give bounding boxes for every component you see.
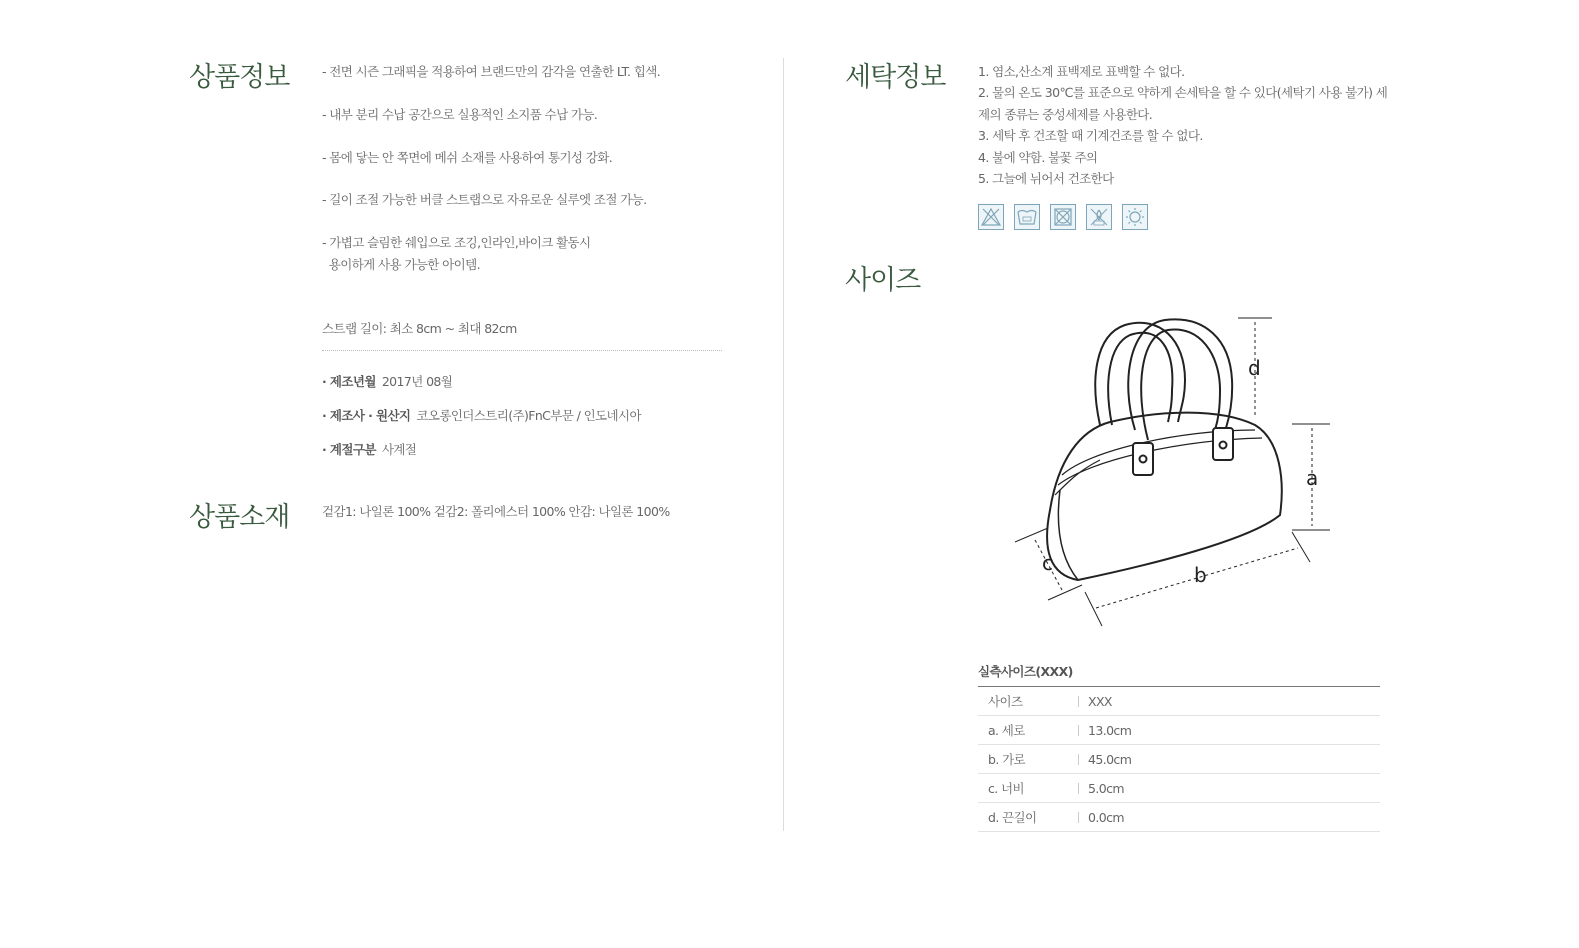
meta-key: · 제조년월: [322, 374, 376, 389]
product-bullet-1: - 전면 시즌 그래픽을 적용하여 브랜드만의 감각을 연출한 LT. 힙색.: [322, 64, 661, 79]
size-table-title: 실측사이즈(XXX): [978, 664, 1073, 679]
meta-season: [322, 440, 416, 458]
row-value: 5.0cm: [1078, 774, 1380, 803]
row-label: c. 너비: [978, 774, 1078, 803]
meta-key: · 계절구분: [322, 442, 376, 457]
product-bullet-4: - 길이 조절 가능한 버클 스트랩으로 자유로운 실루엣 조절 가능.: [322, 192, 647, 207]
wash-icons: [978, 204, 1148, 230]
meta-value: 2017년 08월: [381, 374, 453, 389]
meta-manufacture-date: [322, 372, 452, 390]
meta-value: 사계절: [381, 442, 417, 457]
table-row: [978, 745, 1380, 774]
row-label: a. 세로: [978, 716, 1078, 745]
product-info-heading: 상품정보: [189, 62, 290, 93]
material-text: 겉감1: 나일론 100% 겉감2: 폴리에스터 100% 안감: 나일론 100%: [322, 504, 670, 519]
product-bullet-3: - 몸에 닿는 안 쪽면에 메쉬 소재를 사용하여 통기성 강화.: [322, 150, 613, 165]
table-row: [978, 803, 1380, 832]
flammable-warning-icon: [1086, 204, 1112, 230]
meta-key: · 제조사 · 원산지: [322, 408, 411, 423]
bag-outline: [1047, 319, 1282, 580]
wash-line-5: 4. 불에 약함. 불꽃 주의: [978, 150, 1098, 165]
label-d: d: [1248, 356, 1261, 380]
dotted-divider: [322, 350, 722, 351]
meta-manufacturer: [322, 406, 641, 424]
table-row: [978, 687, 1380, 716]
row-label: 사이즈: [978, 687, 1078, 716]
no-tumble-dry-icon: [1050, 204, 1076, 230]
label-c: c: [1042, 551, 1053, 575]
wash-line-1: 1. 염소,산소계 표백제로 표백할 수 없다.: [978, 64, 1185, 79]
product-bullet-2: - 내부 분리 수납 공간으로 실용적인 소지품 수납 가능.: [322, 107, 598, 122]
label-a: a: [1306, 466, 1319, 490]
size-heading: 사이즈: [845, 265, 921, 296]
wash-info-heading: 세탁정보: [845, 62, 946, 93]
table-row: [978, 716, 1380, 745]
wash-line-3: 제의 종류는 중성세제를 사용한다.: [978, 107, 1153, 122]
row-value: XXX: [1078, 687, 1380, 716]
strap-length: 스트랩 길이: 최소 8cm ~ 최대 82cm: [322, 321, 517, 336]
row-label: b. 가로: [978, 745, 1078, 774]
wash-line-4: 3. 세탁 후 건조할 때 기계건조를 할 수 없다.: [978, 128, 1203, 143]
hand-wash-30-icon: [1014, 204, 1040, 230]
dry-in-shade-icon: [1122, 204, 1148, 230]
label-b: b: [1194, 563, 1207, 587]
row-value: 45.0cm: [1078, 745, 1380, 774]
column-divider: [783, 58, 784, 831]
wash-line-2: 2. 물의 온도 30℃를 표준으로 약하게 손세탁을 할 수 있다(세탁기 사용 불가) 세: [978, 85, 1388, 100]
row-value: 13.0cm: [1078, 716, 1380, 745]
table-row: [978, 774, 1380, 803]
row-label: d. 끈길이: [978, 803, 1078, 832]
bag-size-diagram: [1000, 300, 1340, 630]
meta-value: 코오롱인더스트리(주)FnC부문 / 인도네시아: [416, 408, 641, 423]
no-bleach-icon: [978, 204, 1004, 230]
product-bullet-6: 용이하게 사용 가능한 아이템.: [322, 257, 480, 272]
product-bullet-5: - 가볍고 슬림한 쉐입으로 조깅,인라인,바이크 활동시: [322, 235, 591, 250]
wash-line-6: 5. 그늘에 뉘어서 건조한다: [978, 171, 1114, 186]
size-table: [978, 686, 1380, 832]
material-heading: 상품소재: [189, 502, 290, 533]
row-value: 0.0cm: [1078, 803, 1380, 832]
